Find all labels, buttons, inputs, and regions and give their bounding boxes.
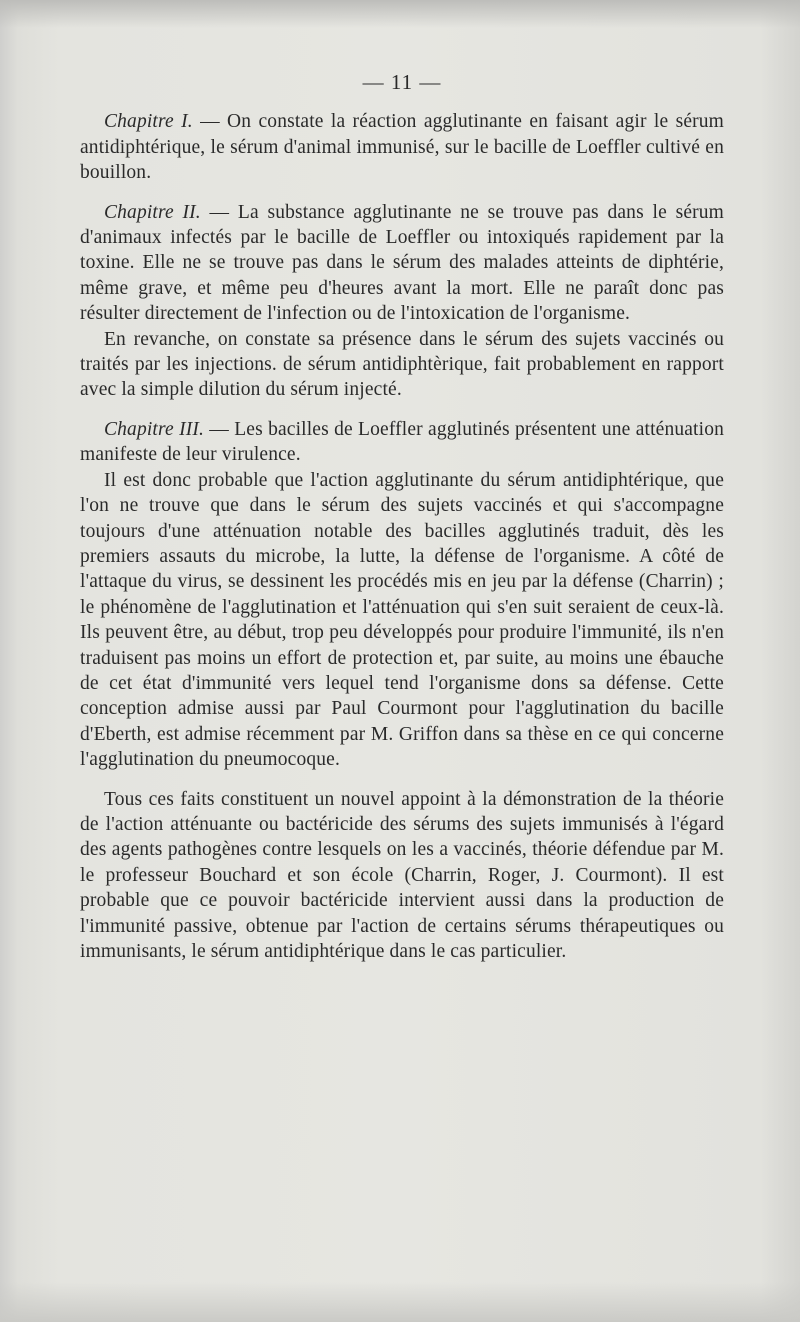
chapter-heading: Chapitre III. xyxy=(104,418,205,440)
paragraph-chapitre-2 xyxy=(80,200,724,327)
paragraph-text: — On constate la réaction agglutinante en faisant agir le sérum antidiphtérique, le sérum d'animal immunisé, sur le bacille de Loeffler cultivé en bouillon. xyxy=(80,111,724,184)
paragraph-text: Il est donc probable que l'action agglutinante du sérum antidiphtérique, que l'on ne trouve que dans le sérum des sujets vaccinés et qui s'accompagne toujours d'une atténuation notable des bacilles agglutinés traduit, dès les premiers assauts du microbe, la lutte, la défense de l'organisme. A côté de l'attaque du virus, se dessinent les procédés mis en jeu par la défense (Charrin) ; le phénomène de l'agglutination et l'atténuation qui s'en suit seraient de ceux-là. Ils peuvent être, au début, trop peu développés pour produire l'immunité, ils n'en traduisent pas moins un effort de protection et, par suite, au moins une ébauche de cet état d'immunité vers lequel tend l'organisme dons sa défense. Cette conception admise aussi par Paul Courmont pour l'agglutination du bacille d'Eberth, est admise récemment par M. Griffon dans sa thèse en ce qui concerne l'agglutination du pneumocoque. xyxy=(80,469,724,771)
chapter-heading: Chapitre I. xyxy=(104,111,193,133)
paragraph-text: — La substance agglutinante ne se trouve pas dans le sérum d'animaux infectés par le bacille de Loeffler ou intoxiqués rapidement par la toxine. Elle ne se trouve pas dans le sérum des malades atteints de diphtérie, même grave, et même peu d'heures avant la mort. Elle ne paraît donc pas résulter directement de l'infection ou de l'intoxication de l'organisme. xyxy=(80,201,725,325)
page-number: — 11 — xyxy=(362,70,442,94)
paragraph-chapitre-1 xyxy=(80,109,724,185)
paragraph-agglutination xyxy=(80,468,724,773)
paragraph-revanche xyxy=(80,327,724,403)
paragraph-text: Tous ces faits constituent un nouvel appoint à la démonstration de la théorie de l'action atténuante ou bactéricide des sérums des sujets immunisés à l'égard des agents pathogènes contre lesquels on les a vaccinés, théorie défendue par M. le professeur Bouchard et son école (Charrin, Roger, J. Courmont). Il est probable que ce pouvoir bactéricide intervient aussi dans la production de l'immunité passive, obtenue par l'action de certains sérums thérapeutiques ou immunisants, le sérum antidiphtérique dans le cas particulier. xyxy=(80,788,724,962)
paragraph-chapitre-3 xyxy=(80,417,724,468)
paragraph-text: — Les bacilles de Loeffler agglutinés présentent une atténuation manifeste de leur virulence. xyxy=(80,418,724,466)
page-body xyxy=(80,70,724,964)
paragraph-text: En revanche, on constate sa présence dans le sérum des sujets vaccinés ou traités par les injections. de sérum antidiphtèrique, fait probablement en rapport avec la simple dilution du sérum injecté. xyxy=(80,328,724,401)
chapter-heading: Chapitre II. xyxy=(104,201,201,223)
paragraph-conclusion xyxy=(80,787,724,965)
